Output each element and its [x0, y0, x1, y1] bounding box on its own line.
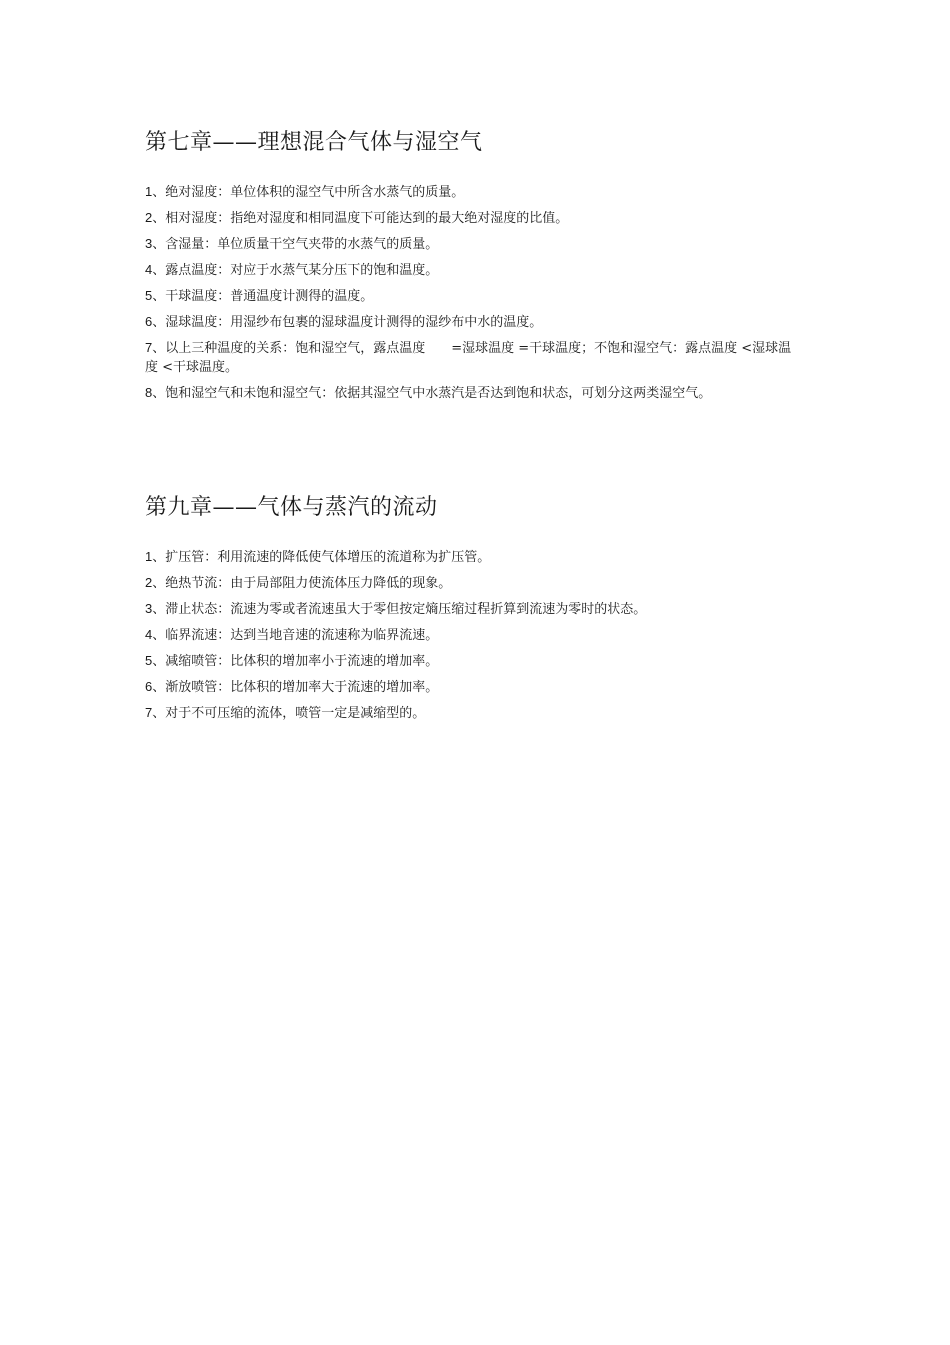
list-item: [145, 703, 795, 723]
list-item: [145, 312, 795, 332]
list-item: [145, 547, 795, 567]
list-item: [145, 260, 795, 280]
item-number: 4、: [145, 262, 166, 277]
item-number: 6、: [145, 314, 166, 329]
list-item: [145, 599, 795, 619]
chapter-7-list: [145, 182, 795, 403]
item-text: 对于不可压缩的流体，喷管一定是减缩型的。: [165, 706, 426, 721]
item-text: 湿球温度：用湿纱布包裹的湿球温度计测得的湿纱布中水的温度。: [165, 315, 543, 330]
chapter-9-section: [145, 493, 795, 729]
list-item: [145, 182, 795, 202]
chapter-9-list: [145, 547, 795, 723]
list-item: [145, 677, 795, 697]
chapter-9-title: 第九章——气体与蒸汽的流动: [145, 495, 438, 520]
item-number: 1、: [145, 184, 166, 199]
chapter-7-section: [145, 128, 795, 409]
item-number: 4、: [145, 627, 166, 642]
item-text: 渐放喷管：比体积的增加率大于流速的增加率。: [165, 680, 439, 695]
item-text: 绝对湿度：单位体积的湿空气中所含水蒸气的质量。: [165, 185, 465, 200]
list-item: [145, 338, 795, 377]
item-number: 2、: [145, 210, 166, 225]
item-number: 3、: [145, 601, 166, 616]
item-text: 减缩喷管：比体积的增加率小于流速的增加率。: [165, 654, 439, 669]
chapter-7-title: 第七章——理想混合气体与湿空气: [145, 130, 483, 155]
list-item: [145, 286, 795, 306]
item-text: 露点温度：对应于水蒸气某分压下的饱和温度。: [165, 263, 439, 278]
item-number: 7、: [145, 705, 166, 720]
item-number: 7、: [145, 340, 166, 355]
item-number: 8、: [145, 385, 166, 400]
item-text: 绝热节流：由于局部阻力使流体压力降低的现象。: [165, 576, 452, 591]
item-number: 6、: [145, 679, 166, 694]
item-text: 饱和湿空气和未饱和湿空气：依据其湿空气中水蒸汽是否达到饱和状态，可划分这两类湿空气。: [165, 386, 712, 401]
item-number: 3、: [145, 236, 166, 251]
item-number: 5、: [145, 288, 166, 303]
item-text: 以上三种温度的关系：饱和湿空气，露点温度 =湿球温度 =干球温度；不饱和湿空气：露点温度 <湿球温度 <干球温度。: [145, 341, 792, 375]
list-item: [145, 234, 795, 254]
list-item: [145, 573, 795, 593]
item-number: 1、: [145, 549, 166, 564]
list-item: [145, 625, 795, 645]
list-item: [145, 383, 795, 403]
item-text: 相对湿度：指绝对湿度和相同温度下可能达到的最大绝对湿度的比值。: [165, 211, 569, 226]
item-text: 干球温度：普通温度计测得的温度。: [165, 289, 374, 304]
item-number: 2、: [145, 575, 166, 590]
item-text: 滞止状态：流速为零或者流速虽大于零但按定熵压缩过程折算到流速为零时的状态。: [165, 602, 647, 617]
list-item: [145, 651, 795, 671]
item-text: 临界流速：达到当地音速的流速称为临界流速。: [165, 628, 439, 643]
list-item: [145, 208, 795, 228]
item-text: 扩压管：利用流速的降低使气体增压的流道称为扩压管。: [165, 550, 491, 565]
item-number: 5、: [145, 653, 166, 668]
item-text: 含湿量：单位质量干空气夹带的水蒸气的质量。: [165, 237, 439, 252]
